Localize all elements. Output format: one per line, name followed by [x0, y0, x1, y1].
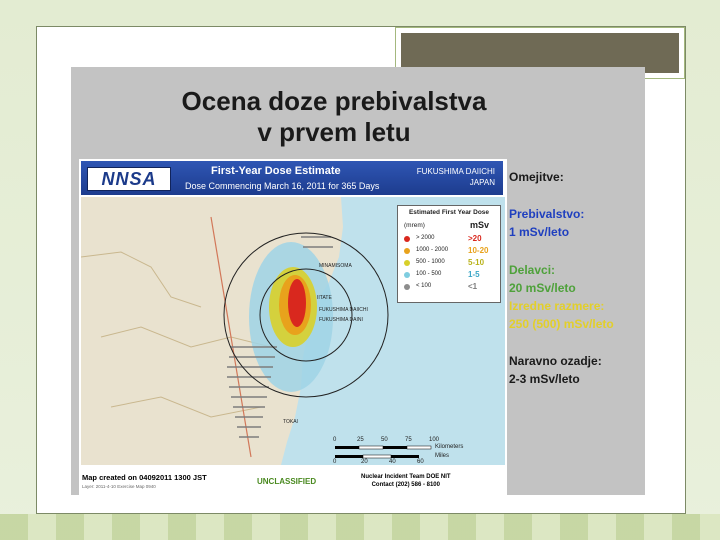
map-title: First-Year Dose Estimate [211, 165, 341, 177]
background-label: Naravno ozadje: [509, 354, 602, 368]
legend-msv-value: 1-5 [468, 270, 480, 279]
classification: UNCLASSIFIED [257, 477, 317, 486]
scale-km-tick: 100 [429, 437, 440, 443]
workers-label: Delavci: [509, 263, 556, 277]
label-daini: FUKUSHIMA DAINI [319, 317, 363, 323]
scale-km-tick: 0 [333, 437, 337, 443]
scale-mi-tick: 0 [333, 459, 337, 465]
map-subtitle: Dose Commencing March 16, 2011 for 365 Days [185, 181, 380, 191]
scale-mi-label: Miles [435, 453, 450, 459]
dose-map [79, 159, 507, 495]
map-site-line2: JAPAN [469, 178, 495, 187]
legend-row [404, 246, 496, 257]
scale-km-tick: 75 [405, 437, 412, 443]
scale-km-tick: 25 [357, 437, 364, 443]
legend-rem-value: 100 - 500 [416, 271, 442, 277]
label-iitate: IITATE [317, 295, 332, 301]
scale-km-label: Kilometers [435, 444, 464, 450]
background-value: 2-3 mSv/leto [509, 372, 580, 386]
legend-row [404, 234, 496, 245]
emergency-label: Izredne razmere: [509, 299, 605, 313]
legend-title: Estimated First Year Dose [408, 209, 490, 216]
limits-heading: Omejitve: [509, 170, 564, 184]
label-daiichi: FUKUSHIMA DAIICHI [319, 307, 368, 313]
legend-msv-value: 10-20 [468, 246, 489, 255]
legend-msv-value: >20 [468, 234, 482, 243]
legend-row [404, 258, 496, 269]
legend-msv-value: <1 [468, 282, 478, 291]
legend-swatch [404, 284, 410, 290]
scale-mi-tick: 60 [417, 459, 424, 465]
slide-title [71, 86, 597, 148]
plume-red [288, 279, 306, 327]
legend-unit-rem: (mrem) [404, 222, 425, 229]
legend-rem-value: > 2000 [416, 235, 435, 241]
map-footer [79, 469, 507, 495]
legend-row [404, 270, 496, 281]
legend-unit-msv: mSv [470, 220, 490, 230]
legend-swatch [404, 248, 410, 254]
legend-swatch [404, 272, 410, 278]
map-banner [81, 161, 503, 195]
team-line2: Contact (202) 586 - 8100 [371, 482, 440, 488]
legend-row [404, 282, 496, 293]
population-value: 1 mSv/leto [509, 225, 570, 239]
slide-title-line1: Ocena doze prebivalstva [181, 86, 487, 116]
legend-rem-value: 500 - 1000 [416, 259, 445, 265]
legend-rem-value: 1000 - 2000 [416, 247, 449, 253]
emergency-value: 250 (500) mSv/leto [509, 317, 614, 331]
population-label: Prebivalstvo: [509, 207, 585, 221]
scale-mi-tick: 20 [361, 459, 368, 465]
team-line1: Nuclear Incident Team DOE NIT [361, 474, 451, 480]
map-scale [329, 437, 489, 467]
slide-title-line2: v prvem letu [257, 117, 411, 147]
map-created: Map created on 04092011 1300 JST [82, 473, 207, 482]
legend-msv-value: 5-10 [468, 258, 485, 267]
legend-rem-value: < 100 [416, 283, 432, 289]
decorative-stripes [0, 514, 720, 540]
scale-km-tick: 50 [381, 437, 388, 443]
map-site-line1: FUKUSHIMA DAIICHI [416, 167, 495, 176]
nnsa-logo: NNSA [87, 167, 171, 191]
workers-value: 20 mSv/leto [509, 281, 576, 295]
map-created-sub: Layer: 2011-4-10 Exercise Map 0940 [82, 484, 156, 489]
team-contact [361, 473, 451, 489]
map-legend [397, 205, 501, 303]
legend-swatch [404, 236, 410, 242]
scale-mi-tick: 40 [389, 459, 396, 465]
label-tokai: TOKAI [283, 419, 298, 425]
map-site [417, 166, 495, 188]
label-minamisoma: MINAMISOMA [319, 263, 352, 269]
legend-swatch [404, 260, 410, 266]
